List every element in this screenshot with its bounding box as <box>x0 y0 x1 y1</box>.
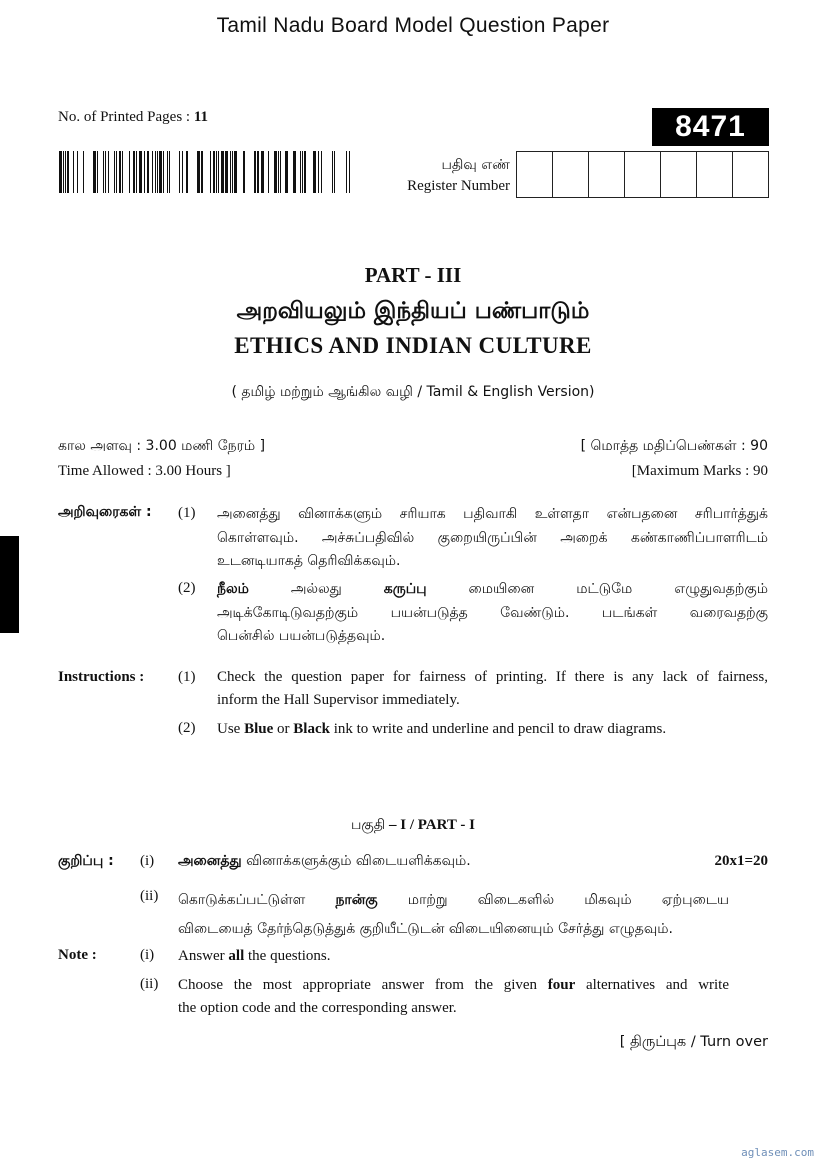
note-english-1-post: the questions. <box>248 948 331 964</box>
instruction-tamil-1-line-1: அனைத்து வினாக்களும் சரியாக பதிவாகி உள்ளதா என்பதனை சரிபார்த்துக் <box>217 506 768 522</box>
ink-black-tamil: கருப்பு <box>383 581 427 597</box>
max-marks-english: [Maximum Marks : 90 <box>631 463 768 479</box>
subject-title-english: ETHICS AND INDIAN CULTURE <box>234 333 592 358</box>
note-english-2-line-2: the option code and the corresponding answer. <box>178 1000 457 1016</box>
printed-pages <box>58 109 208 126</box>
instruction-tamil-1-line-2: கொள்ளவும். அச்சுப்பதிவில் குறையிருப்பின் அறைக் கண்காணிப்பாளரிடம் <box>217 529 768 546</box>
section-heading-tamil: பகுதி <box>350 817 386 833</box>
marks-allocation: 20x1=20 <box>714 853 768 869</box>
note-english-2-post: alternatives and write <box>585 977 730 993</box>
note-english-1-pre: Answer <box>178 948 225 964</box>
barcode-icon <box>59 151 351 193</box>
use-word: Use <box>217 721 241 737</box>
instruction-tamil-2-line-2: அடிக்கோடிடுவதற்கும் பயன்படுத்த வேண்டும். படங்கள் வரைவதற்கு <box>217 604 768 621</box>
register-digit-box <box>661 152 697 197</box>
watermark: aglasem.com <box>741 1146 814 1159</box>
note-tamil-2-line-1 <box>178 886 729 915</box>
register-digit-box <box>517 152 553 197</box>
note-tamil-1 <box>178 853 471 871</box>
register-digit-box <box>589 152 625 197</box>
subject-title-tamil: அறவியலும் இந்தியப் பண்பாடும் <box>236 298 590 324</box>
note-english-1 <box>178 945 331 968</box>
instruction-tamil-2 <box>217 578 768 649</box>
instruction-english-2 <box>217 718 768 741</box>
instruction-tamil-2-line-3: பென்சில் பயன்படுத்தவும். <box>217 628 386 644</box>
section-heading-english: – I / PART - I <box>385 817 475 833</box>
note-tamil-2-post: மாற்று விடைகளில் மிகவும் ஏற்புடைய <box>407 892 729 908</box>
note-tamil-label: குறிப்பு : <box>58 853 114 869</box>
instruction-tamil-1 <box>217 503 768 574</box>
note-tamil-2-line-2: விடையைத் தேர்ந்தெடுத்துக் குறியீட்டுடன் விடையினையும் சேர்த்து எழுதவும். <box>178 921 673 937</box>
register-number-label <box>380 155 510 197</box>
note-tamil-2-num: (ii) <box>140 888 159 904</box>
instruction-tamil-2-line-1 <box>217 578 768 602</box>
register-digit-box <box>733 152 768 197</box>
note-tamil-1-num: (i) <box>140 853 155 869</box>
version-line: ( தமிழ் மற்றும் ஆங்கில வழி / Tamil & English Version) <box>231 384 595 400</box>
section-heading <box>0 817 826 835</box>
max-marks-tamil: [ மொத்த மதிப்பெண்கள் : 90 <box>580 438 768 454</box>
register-digit-box <box>553 152 589 197</box>
note-english-2-num: (ii) <box>140 976 159 992</box>
instruction-tamil-1-num: (1) <box>178 505 196 521</box>
paper-code: 8471 <box>652 108 769 146</box>
instruction-tamil-2-num: (2) <box>178 580 196 596</box>
note-english-1-bold: all <box>228 948 245 964</box>
note-english-2 <box>178 974 729 1020</box>
register-number-grid <box>516 151 769 198</box>
note-english-2-line-1 <box>178 974 729 997</box>
instruction-english-2-num: (2) <box>178 720 196 736</box>
note-tamil-2-bold: நான்கு <box>335 892 378 908</box>
ink-blue: Blue <box>244 721 274 737</box>
instruction-english-2-rest: ink to write and underline and pencil to draw diagrams. <box>333 721 667 737</box>
note-english-2-pre: Choose the most appropriate answer from the given <box>178 977 538 993</box>
note-tamil-2 <box>178 886 729 944</box>
instruction-english-1 <box>217 666 768 712</box>
ink-black: Black <box>293 721 330 737</box>
note-english-label: Note : <box>58 947 97 963</box>
instruction-tamil-2-rest: மையினை மட்டுமே எழுதுவதற்கும் <box>468 581 768 597</box>
note-english-1-num: (i) <box>140 947 155 963</box>
register-label-tamil: பதிவு எண் <box>441 157 510 173</box>
or-tamil: அல்லது <box>290 581 342 597</box>
turn-over: [ திருப்புக / Turn over <box>619 1034 768 1050</box>
printed-pages-value: 11 <box>193 109 209 125</box>
margin-mark <box>0 536 19 633</box>
site-title: Tamil Nadu Board Model Question Paper <box>216 14 610 37</box>
instructions-english-label: Instructions : <box>58 669 145 685</box>
instructions-tamil-label: அறிவுரைகள் : <box>58 504 152 520</box>
instruction-tamil-1-line-3: உடனடியாகத் தெரிவிக்கவும். <box>217 553 401 569</box>
instruction-english-1-line-2: inform the Hall Supervisor immediately. <box>217 692 460 708</box>
register-digit-box <box>697 152 733 197</box>
note-tamil-1-bold: அனைத்து <box>178 853 242 869</box>
ink-blue-tamil: நீலம் <box>217 581 249 597</box>
printed-pages-label: No. of Printed Pages : <box>58 109 191 125</box>
part-title: PART - III <box>364 263 462 287</box>
note-tamil-2-pre: கொடுக்கப்பட்டுள்ள <box>178 892 306 908</box>
or-word: or <box>277 721 290 737</box>
note-tamil-1-text: வினாக்களுக்கும் விடையளிக்கவும். <box>246 853 471 869</box>
register-label-english: Register Number <box>407 178 510 194</box>
instruction-english-1-num: (1) <box>178 669 196 685</box>
time-allowed-tamil: கால அளவு : 3.00 மணி நேரம் ] <box>58 438 266 454</box>
time-allowed-english: Time Allowed : 3.00 Hours ] <box>58 463 231 479</box>
register-digit-box <box>625 152 661 197</box>
note-english-2-bold: four <box>547 977 576 993</box>
instruction-english-1-line-1: Check the question paper for fairness of printing. If there is any lack of fairness, <box>217 669 768 685</box>
